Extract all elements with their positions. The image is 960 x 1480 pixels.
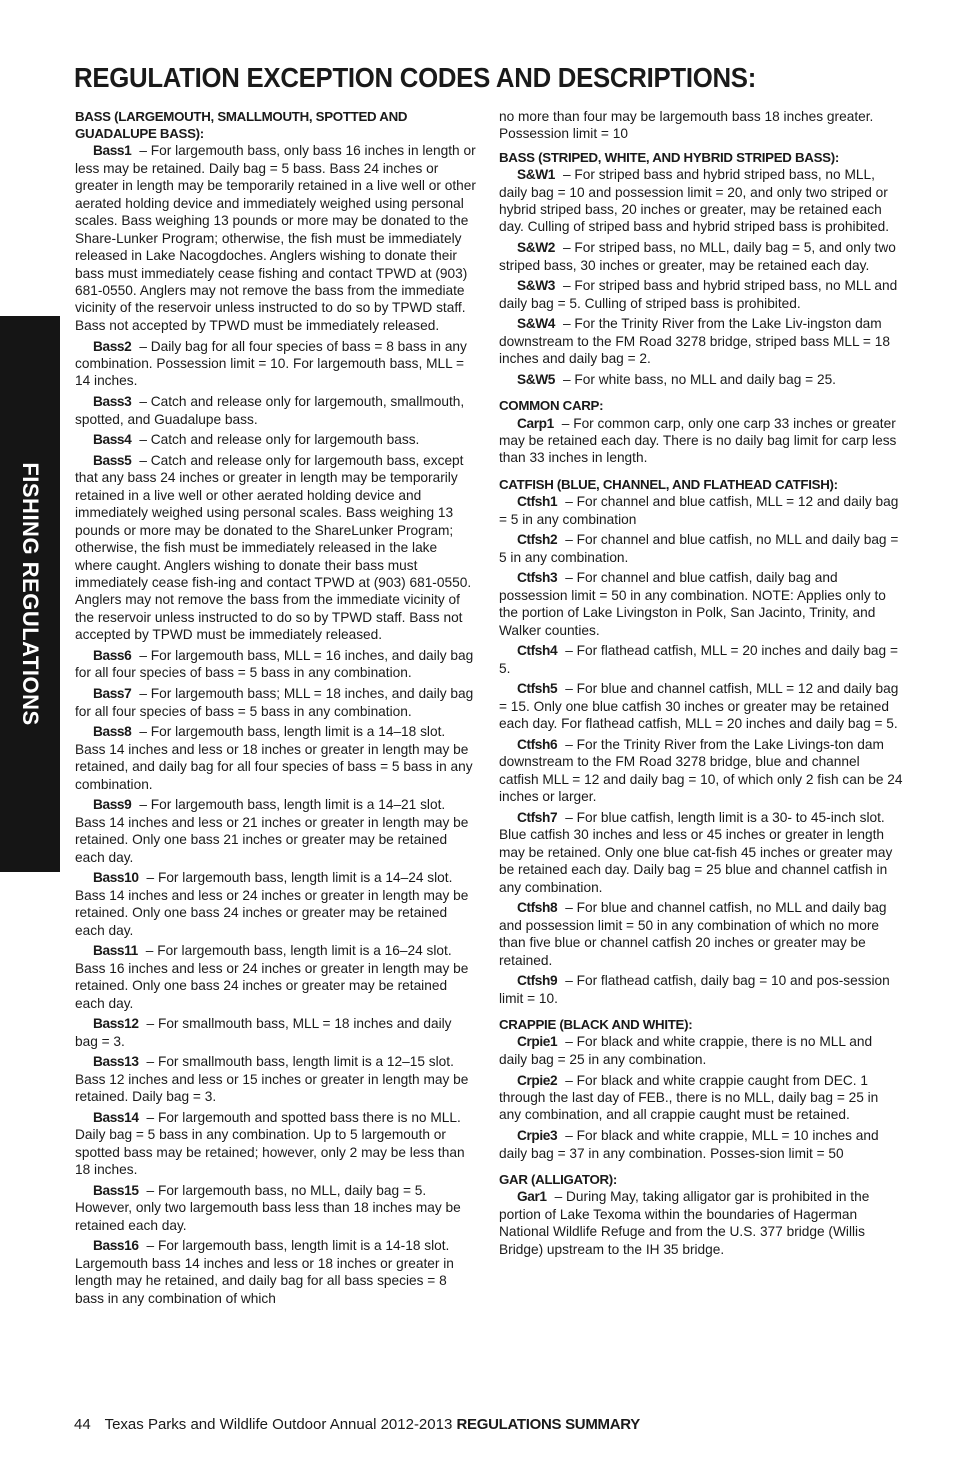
regulation-entry (499, 1033, 903, 1068)
regulation-entry (75, 685, 477, 720)
regulation-code: Bass3 (93, 394, 132, 410)
regulation-text: – For flathead catfish, MLL = 20 inches and daily bag = 5. (499, 643, 898, 676)
regulation-code: Bass4 (93, 432, 132, 448)
regulation-code: Ctfsh9 (517, 973, 558, 989)
regulation-text: – During May, taking alligator gar is prohibited in the portion of Lake Texoma within the boundaries of Hagerman National Wildlife Refuge and from the U.S. 377 bridge (Willis Bridge) upstream to the IH 35 bridge. (499, 1189, 870, 1257)
regulation-code: Bass13 (93, 1054, 139, 1070)
regulation-entry (499, 1127, 903, 1162)
regulation-code: Crpie1 (517, 1034, 558, 1050)
page-footer (74, 1416, 640, 1433)
regulation-text: – For the Trinity River from the Lake Livings-ton dam downstream to the FM Road 3278 bridge, blue and channel catfish MLL = 12 and daily bag = 10, of which only 2 fish can be 24 inches or larger. (499, 736, 903, 805)
regulation-code: Bass1 (93, 143, 132, 159)
regulation-text: – For striped bass, no MLL, daily bag = 5, and only two striped bass, 30 inches or greater, may be retained each day. (499, 240, 896, 273)
side-tab-label: FISHING REGULATIONS (18, 462, 43, 726)
regulation-entry (75, 1109, 477, 1179)
right-column (499, 108, 903, 1261)
regulation-code: Ctfsh8 (517, 900, 558, 916)
regulation-entry (499, 415, 903, 467)
regulation-code: S&W3 (517, 278, 555, 294)
regulation-entry (75, 1053, 477, 1105)
continued-text: no more than four may be largemouth bass 18 inches greater. Possession limit = 10 (499, 109, 874, 142)
regulation-code: Ctfsh5 (517, 681, 558, 697)
crappie-list (499, 1033, 903, 1162)
regulation-text: – For largemouth bass, length limit is a 14-18 slot. Largemouth bass 14 inches and less or 18 inches or greater in length may he retained, and daily bag for all bass species = 8 bass in any combination of which (75, 1238, 454, 1306)
regulation-entry (499, 1072, 903, 1124)
catfish-list (499, 493, 903, 1007)
regulation-code: Bass11 (93, 943, 138, 959)
regulation-entry (75, 723, 477, 793)
regulation-text: – For largemouth and spotted bass there is no MLL. Daily bag = 5 bass in any combination. Up to 5 largemouth or spotted bass may be retained; however, only 2 may be less than 18 inches. (75, 1109, 465, 1178)
regulation-entry (75, 393, 477, 428)
regulation-text: – For flathead catfish, daily bag = 10 and pos-session limit = 10. (499, 973, 890, 1006)
section-heading-crappie: CRAPPIE (BLACK AND WHITE): (499, 1017, 693, 1033)
regulation-entry (499, 531, 903, 566)
section-heading-catfish: CATFISH (BLUE, CHANNEL, AND FLATHEAD CATFISH): (499, 476, 838, 492)
regulation-text: – Catch and release only for largemouth bass. (139, 432, 420, 448)
regulation-code: Bass7 (93, 686, 132, 702)
regulation-entry (75, 1237, 477, 1307)
regulation-text: – For white bass, no MLL and daily bag = 25. (562, 371, 836, 387)
section-name: REGULATIONS SUMMARY (456, 1416, 640, 1433)
regulation-text: – For largemouth bass, only bass 16 inches in length or less may be retained. Daily bag = 5 bass. Bass 24 inches or greater in length may be temporarily retained in a live well or other aerated holding device and immediately weighed using personal scales. Bass weighing 13 pounds or more may be donated to the Share-Lunker Program; otherwise, the fish must be immediately released in Lake Nacogdoches. Anglers wishing to donate their bass must immediately cease fishing and contact TPWD at (903) 681-0550. Anglers may not remove the bass from the immediate vicinity of the reservoir unless instructed to do so by TPWD staff. Bass not accepted by TPWD must be immediately released. (75, 143, 476, 333)
regulation-text: – For smallmouth bass, MLL = 18 inches and daily bag = 3. (75, 1016, 452, 1049)
regulation-entry (499, 277, 903, 312)
regulation-code: Bass12 (93, 1016, 139, 1032)
regulation-text: – For blue and channel catfish, no MLL and daily bag and possession limit = 50 in any combination of which no more than five blue or channel catfish 20 inches or greater may be retained. (499, 900, 887, 968)
regulation-text: – For black and white crappie caught from DEC. 1 through the last day of FEB., there is no MLL, daily bag = 25 in any combination, and all crappie caught must be retained. (499, 1072, 879, 1123)
regulation-text: – For largemouth bass, no MLL, daily bag = 5. However, only two largemouth bass less than 18 inches may be retained each day. (75, 1182, 461, 1233)
regulation-code: Bass10 (93, 870, 139, 886)
regulation-code: Crpie2 (517, 1072, 558, 1088)
regulation-text: – For blue catfish, length limit is a 30- to 45-inch slot. Blue catfish 30 inches and less or 45 inches or greater in length may be retained. Only one blue cat-fish 45 inches or greater may be retained each day. Daily bag = 25 blue and channel catfish in any combination. (499, 809, 893, 895)
regulation-text: – For black and white crappie, MLL = 10 inches and daily bag = 37 in any combination. Posses-sion limit = 50 (499, 1128, 879, 1161)
regulation-text: – For channel and blue catfish, no MLL and daily bag = 5 in any combination. (499, 532, 899, 565)
regulation-text: – For striped bass and hybrid striped bass, no MLL, daily bag = 10 and possession limit = 20, and only two striped or hybrid striped bass, 20 inches or greater, may be retained each day. Culling of striped bass and hybrid striped bass is prohibited. (499, 167, 890, 235)
regulation-text: – For smallmouth bass, length limit is a 12–15 slot. Bass 12 inches and less or 15 inches or greater in length may be retained. Daily bag = 3. (75, 1054, 469, 1105)
regulation-text: – For largemouth bass, length limit is a 14–24 slot. Bass 14 inches and less or 24 inches or greater in length may be retained. Only one bass 24 inches or greater may be retained each day. (75, 870, 469, 938)
regulation-text: – Daily bag for all four species of bass = 8 bass in any combination. Possession limit = 10. For largemouth bass, MLL = 14 inches. (75, 338, 467, 389)
regulation-text: – For common carp, only one carp 33 inches or greater may be retained each day. There is no daily bag limit for carp less than 33 inches in length. (499, 415, 897, 466)
regulation-code: S&W2 (517, 240, 555, 256)
regulation-code: Bass14 (93, 1109, 139, 1125)
regulation-text: – For channel and blue catfish, MLL = 12 and daily bag = 5 in any combination (499, 494, 899, 527)
section-heading-striped-bass: BASS (STRIPED, WHITE, AND HYBRID STRIPED BASS): (499, 149, 840, 165)
regulation-entry (75, 869, 477, 939)
regulation-text: – For striped bass and hybrid striped bass, no MLL and daily bag = 5. Culling of striped bass is prohibited. (499, 278, 898, 311)
section-heading-carp: COMMON CARP: (499, 398, 604, 414)
regulation-entry (75, 942, 477, 1012)
section-heading-bass: BASS (LARGEMOUTH, SMALLMOUTH, SPOTTED AND GUADALUPE BASS): (75, 109, 408, 142)
regulation-code: Bass8 (93, 724, 132, 740)
regulation-entry (75, 796, 477, 866)
regulation-entry (499, 239, 903, 274)
regulation-code: Ctfsh6 (517, 736, 558, 752)
regulation-code: Ctfsh7 (517, 809, 558, 825)
regulation-text: – For channel and blue catfish, daily bag and possession limit = 50 in any combination. NOTE: Applies only to the portion of Lake Livingston in Polk, San Jacinto, Trinity, and Walker counties. (499, 570, 886, 638)
regulation-code: Bass9 (93, 797, 132, 813)
regulation-entry (75, 1015, 477, 1050)
regulation-text: – Catch and release only for largemouth bass, except that any bass 24 inches or greater in length may be temporarily retained in a live well or other aerated holding device and immediately weighed using personal scales. Bass weighing 13 pounds or more may be donated to the ShareLunker Program; otherwise, the fish must be immediately released in the lake where caught. Anglers wishing to donate their bass must immediately cease fish-ing and contact TPWD at (903) 681-0550. Anglers may not remove the bass from the immediate vicinity of the reservoir unless instructed to do so by TPWD staff. Bass not accepted by TPWD must be immediately released. (75, 452, 472, 643)
regulation-text: – For blue and channel catfish, MLL = 12 and daily bag = 15. Only one blue catfish 30 inches or greater may be retained each day. For flathead catfish, MLL = 20 inches and daily bag = 5. (499, 681, 899, 732)
regulation-code: Bass15 (93, 1182, 139, 1198)
regulation-text: – For largemouth bass, length limit is a 14–18 slot. Bass 14 inches and less or 18 inches or greater in length may be retained, and daily bag for all four species of bass = 5 bass in any combination. (75, 724, 473, 792)
regulation-code: S&W1 (517, 167, 555, 183)
regulation-entry (499, 972, 903, 1007)
regulation-code: Bass2 (93, 338, 132, 354)
section-heading-gar: GAR (ALLIGATOR): (499, 1172, 618, 1187)
publication-name: Texas Parks and Wildlife Outdoor Annual 2012-2013 (104, 1416, 453, 1433)
regulation-text: – For largemouth bass, MLL = 16 inches, and daily bag for all four species of bass = 5 bass in any combination. (75, 648, 474, 681)
regulation-code: Ctfsh1 (517, 494, 558, 510)
regulation-text: – Catch and release only for largemouth, smallmouth, spotted, and Guadalupe bass. (75, 394, 465, 427)
regulation-entry (499, 736, 903, 806)
regulation-entry (499, 166, 903, 236)
regulation-code: Carp1 (517, 415, 554, 431)
regulation-entry (499, 569, 903, 639)
page-number: 44 (74, 1416, 91, 1433)
regulation-text: – For the Trinity River from the Lake Liv-ingston dam downstream to the FM Road 3278 bridge, striped bass MLL = 18 inches and daily bag = 2. (499, 316, 890, 367)
regulation-entry (499, 315, 903, 367)
regulation-entry (75, 1182, 477, 1234)
regulation-code: Bass6 (93, 648, 132, 664)
regulation-entry (75, 452, 477, 644)
regulation-code: S&W4 (517, 316, 555, 332)
regulation-code: Ctfsh3 (517, 570, 558, 586)
regulation-text: – For largemouth bass, length limit is a 16–24 slot. Bass 16 inches and less or 24 inches or greater in length may be retained. Only one bass 24 inches or greater may be retained each day. (75, 943, 469, 1011)
regulation-code: Crpie3 (517, 1128, 558, 1144)
bass-list (75, 142, 477, 1307)
regulation-text: – For largemouth bass, length limit is a 14–21 slot. Bass 14 inches and less or 21 inches or greater in length may be retained. Only one bass 21 inches or greater may be retained each day. (75, 797, 469, 865)
striped-bass-list (499, 166, 903, 388)
regulation-code: Ctfsh2 (517, 532, 558, 548)
regulation-entry (75, 647, 477, 682)
carp-list (499, 415, 903, 467)
regulation-code: Gar1 (517, 1189, 547, 1205)
regulation-entry (499, 1188, 903, 1258)
regulation-entry (499, 493, 903, 528)
regulation-entry (499, 371, 903, 388)
regulation-entry (75, 338, 477, 390)
regulation-entry (75, 142, 477, 334)
side-section-tab (0, 316, 60, 872)
regulation-entry (75, 431, 477, 448)
regulation-entry (499, 809, 903, 896)
regulation-code: Bass5 (93, 452, 132, 468)
regulation-entry (499, 680, 903, 732)
regulation-code: Bass16 (93, 1238, 139, 1254)
regulation-entry (499, 642, 903, 677)
regulation-text: – For largemouth bass; MLL = 18 inches, and daily bag for all four species of bass = 5 bass in any combination. (75, 686, 474, 719)
regulation-code: Ctfsh4 (517, 643, 558, 659)
regulation-entry (499, 899, 903, 969)
left-column (75, 108, 477, 1310)
regulation-code: S&W5 (517, 371, 555, 387)
page-title: REGULATION EXCEPTION CODES AND DESCRIPTIONS: (74, 62, 756, 93)
regulation-text: – For black and white crappie, there is no MLL and daily bag = 25 in any combination. (499, 1034, 873, 1067)
gar-list (499, 1188, 903, 1258)
